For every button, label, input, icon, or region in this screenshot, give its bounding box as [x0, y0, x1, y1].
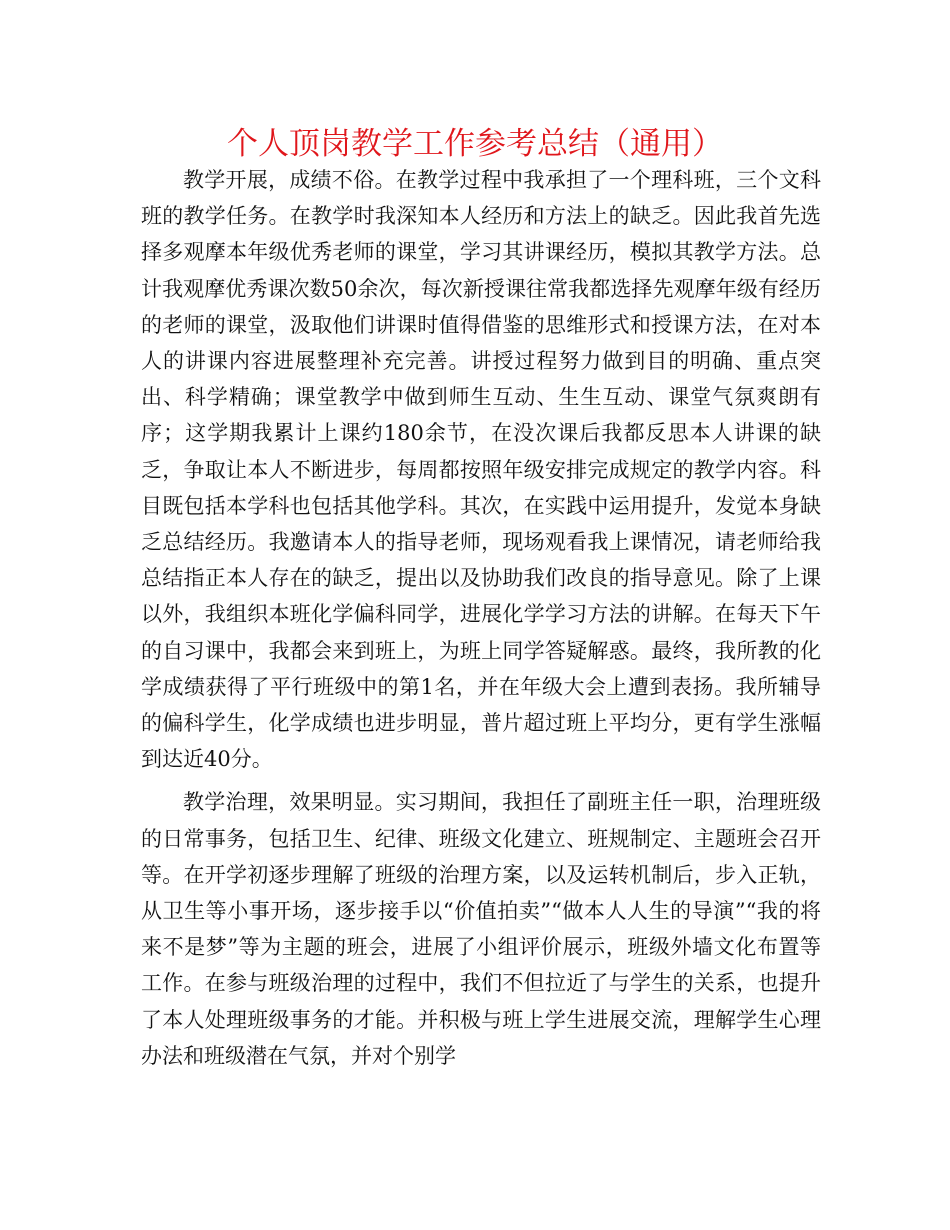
- paragraph-teaching-progress: 教学开展，成绩不俗。在教学过程中我承担了一个理科班，三个文科班的教学任务。在教学时我深知本人经历和方法上的缺乏。因此我首先选择多观摩本年级优秀老师的课堂，学习其讲课经历，模拟其教学方法。总计我观摩优秀课次数50余次，每次新授课往常我都选择先观摩年级有经历的老师的课堂，汲取他们讲课时值得借鉴的思维形式和授课方法，在对本人的讲课内容进展整理补充完善。讲授过程努力做到目的明确、重点突出、科学精确；课堂教学中做到师生互动、生生互动、课堂气氛爽朗有序；这学期我累计上课约180余节，在没次课后我都反思本人讲课的缺乏，争取让本人不断进步，每周都按照年级安排完成规定的教学内容。科目既包括本学科也包括其他学科。其次，在实践中运用提升，发觉本身缺乏总结经历。我邀请本人的指导老师，现场观看我上课情况，请老师给我总结指正本人存在的缺乏，提出以及协助我们改良的指导意见。除了上课以外，我组织本班化学偏科同学，进展化学学习方法的讲解。在每天下午的自习课中，我都会来到班上，为班上同学答疑解惑。最终，我所教的化学成绩获得了平行班级中的第1名，并在年级大会上遭到表扬。我所辅导的偏科学生，化学成绩也进步明显，普片超过班上平均分，更有学生涨幅到达近40分。: [141, 168, 821, 772]
- paragraph-teaching-management: 教学治理，效果明显。实习期间，我担任了副班主任一职，治理班级的日常事务，包括卫生、纪律、班级文化建立、班规制定、主题班会召开等。在开学初逐步理解了班级的治理方案，以及运转机制后，步入正轨，从卫生等小事开场，逐步接手以“价值拍卖”“做本人人生的导演”“我的将来不是梦”等为主题的班会，进展了小组评价展示，班级外墙文化布置等工作。在参与班级治理的过程中，我们不但拉近了与学生的关系，也提升了本人处理班级事务的才能。并积极与班上学生进展交流，理解学生心理办法和班级潜在气氛，并对个别学: [141, 790, 821, 1068]
- document-body: [141, 162, 821, 1074]
- document-title: 个人顶岗教学工作参考总结（通用）: [227, 126, 723, 162]
